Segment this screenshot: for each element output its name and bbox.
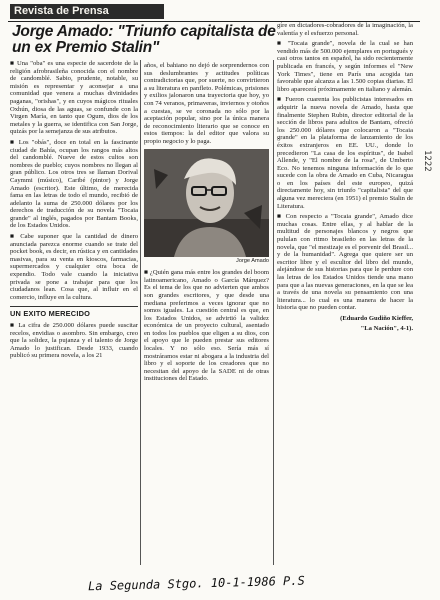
article-title: Jorge Amado: "Triunfo capitalista de un ex Premio Stalin" (12, 23, 276, 56)
subheading: UN EXITO MERECIDO (10, 306, 138, 318)
handwritten-source-note: La Segunda Stgo. 10-1-1986 P.S (87, 573, 305, 594)
paragraph-text: ¿Quién gana más entre los grandes del boom latinoamericano, Amado o García Márquez? Es el tema de los que no advierten que ambos son grandes escritores, y que desde una mediana preferimos a veces ignorar que no somos iguales. La cuestión central es que, en los Estados Unidos, se advirtió la validez económica de un proyecto cultural, asentado en todos los pueblos que eligen a su dios, con el apoyo que le pueden prestar sus editores locales. Y no sólo eso. Sería más sí mostráramos estar ni abogara a la industria del libro y el soporte de los creadores que no necesitan del apoyo de la SADE ni de otras instituciones del Estado. (144, 269, 269, 383)
bullet-icon: ■ (277, 96, 286, 104)
bullet-icon: ■ (10, 233, 21, 241)
article-column-1 (10, 60, 138, 565)
article-column-2 (144, 62, 269, 565)
bullet-icon: ■ (10, 138, 19, 146)
author-credit: (Eduardo Gudiño Kieffer, (340, 314, 413, 322)
paragraph-text: Fueron cuarenta los publicistas interesados en adquirir la nueva novela de Amado, hasta que finalmente Stephen Rubin, director editorial de la sección de libros para adultos de Bantam, ofreció los 250.000 dólares que colocaron a "Tocaia grande" en la plataforma de lanzamiento de los éxitos extranjeros en EE. UU., donde lo precedieron "La casa de los espíritus", de Isabel Allende, y "El nombre de la rosa", de Umberto Eco. No tenemos ninguna información de lo que sucede con la obra de Amado en Cuba, Nicaragua o en los países del este europeo, quizá directamente hoy, sin triunfo "capitalista" del que alguna vez mereciera (en 1951) el premio Stalin de Literatura. (277, 96, 413, 210)
column-divider (273, 60, 274, 565)
paragraph (144, 269, 269, 383)
paragraph (10, 322, 138, 360)
author-photo (144, 149, 269, 257)
bullet-icon: ■ (10, 60, 17, 67)
paragraph-text: Una "oba" es una especie de sacerdote de la religión afrobrasileña conocida con el nombre de candomblé. Sabio, prudente, notable, su misión es representar y aconsejar a una comunidad que venera a muchas divinidades paganas, "orishas", y en cuyos mágicos rituales Oxhún, diosa de las aguas, se confunde con la Virgen María, en tanto que Ogum, dios de los metales y la guerra, se identifica con San Jorge, quizás por la semejanza de sus atributos. (10, 60, 138, 136)
bullet-icon: ■ (144, 269, 150, 277)
section-header: Revista de Prensa (10, 4, 164, 19)
paragraph-text: Con respecto a "Tocaia grande", Amado dice muchas cosas. Entre ellas, y al hablar de la multitud de personajes blancos y negros que pululan con ritmo brasileño en las letras de la novela, que "el mestizaje es el porvenir del Brasil... y de la humanidad". Agrega que quiere ser un escritor libre y el escultor del libro del mundo, alejándose de sus historias para que le perdure con las letras de los Estados Unidos tiende una mano para que a las nuevas generaciones, en la que se lea a través de una novela su pensamiento con una literatura... lo cual es una manera de hacer la historia que no pueden contar. (277, 213, 413, 312)
paragraph (10, 60, 138, 136)
paragraph-text: Cabe suponer que la cantidad de dinero anunciada parezca enorme cuando se trate del pocket book, es decir, en rústica y en cantidades masivas, para su venta en kioscos, farmacias, supermercados y cualquier otra boca de expendio. Todo vale cuando la iniciativa privada se pone a trabajar para que los ciudadanos lean. Cosa que, al influir en el comercio, influye en la cultura. (10, 233, 138, 301)
paragraph-text: La cifra de 250.000 dólares puede suscitar recelos, envidias o asombro. Sin embargo, creo que la solidez, la pujanza y el talento de Jorge Amado lo justifican. Desde 1933, cuando publicó su primera novela, a los 21 (10, 322, 138, 360)
paragraph (277, 213, 413, 312)
paragraph (277, 40, 413, 93)
article-column-3 (277, 22, 413, 582)
paragraph-text: "Tocaia grande", novela de la cual se han vendido más de 500.000 ejemplares en portugués y casi otros tantos en español, ha sido recientemente publicada en francés, y según informes el "New York Times", tiene en París una acogida tan favorable que alcanza a las 1.500 copias diarias. El libro aparecerá próximamente en italiano y alemán. (277, 40, 413, 93)
portrait-image (144, 149, 269, 257)
bullet-icon: ■ (277, 40, 288, 48)
paragraph (10, 233, 138, 301)
paragraph (277, 96, 413, 210)
paragraph (10, 139, 138, 230)
column-divider (140, 60, 141, 565)
bullet-icon: ■ (10, 322, 19, 329)
source-credit: "La Nación", 4-1). (360, 324, 413, 332)
photo-caption: Jorge Amado (236, 257, 269, 264)
paragraph: gíre en dictadores-cobradores de la imaginación, la valentía y el esfuerzo personal. (277, 22, 413, 37)
margin-handwritten-number: 1222 (422, 150, 432, 172)
bullet-icon: ■ (277, 213, 286, 221)
paragraph-text: Los "obás", doce en total en la fascinante ciudad de Bahía, ocupan los rangos más altos del candomblé. Nueve de estos cultos son nombres de pueblo; cuyos nombres no llegan al gran público. Los otros tres se llaman Dorival Caymmi (músico), Caribé (pintor) y Jorge Amado (escritor). Este último, de merecida fama en las letras de todo el mundo, recibió de adelanto la suma de 250.000 dólares por los derechos de traducción de su novela "Tocaia grande" al inglés, pagados por Bantam Books, de los Estados Unidos. (10, 138, 138, 230)
paragraph: años, el bahiano no dejó de sorprendernos con sus deslumbrantes y actitudes políticas contradictorias que, por suerte, no convirtieron a su literatura en panfleto. Polémicas, prisiones y exilios jalonaron una trayectoria que hoy, yo con 74 veranos, primaveras, inviernos y otoños a cuestas, se ve coronada no sólo por la aceptación popular, sino por la única manera de reconocimiento literario que se conoce en estos tiempos: la del editor que valora su propio negocio y lo paga. (144, 62, 269, 145)
